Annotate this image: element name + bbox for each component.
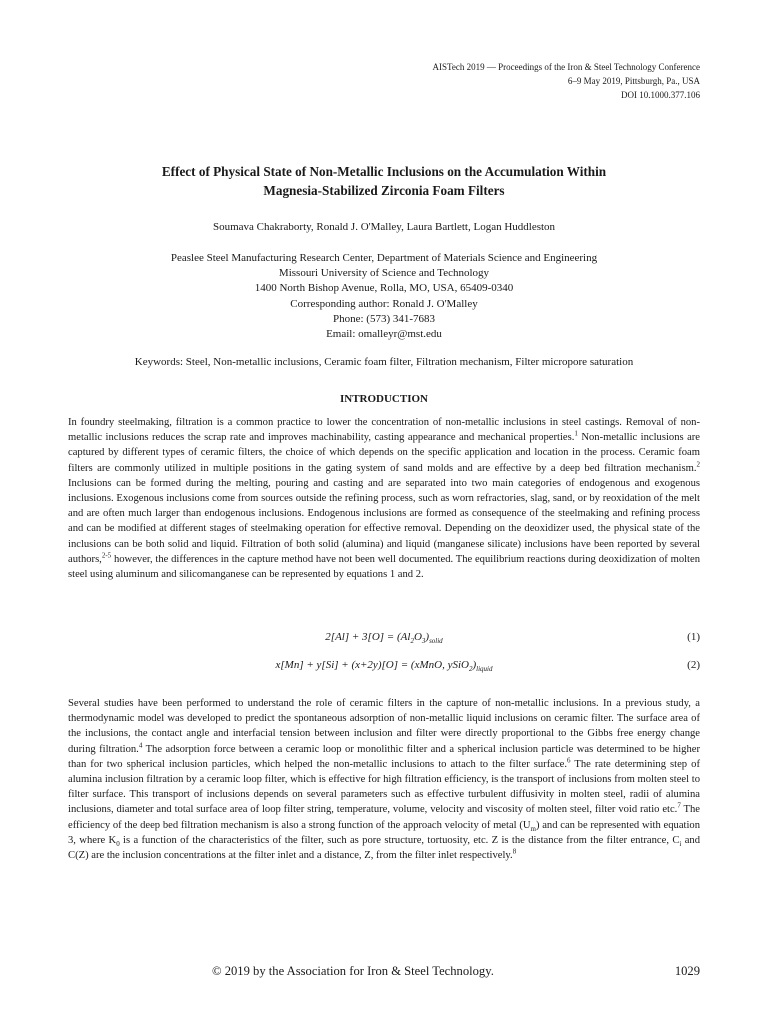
- equation-expression: [68, 659, 700, 673]
- eq-part: x[Mn] + y[Si] + (x+2y)[O] = (xMnO, ySiO: [275, 659, 469, 671]
- footer-copyright: © 2019 by the Association for Iron & Steel Technology.: [212, 964, 494, 978]
- corresponding-author: Corresponding author: Ronald J. O'Malley: [290, 297, 478, 310]
- citation-ref: 6: [567, 756, 571, 765]
- text-run: The rate determining step of alumina inclusion filtration by a ceramic loop filter, which is effective for high filtration efficiency, is the transport of inclusions from molten steel to filter surface. This transport of inclusions depends on several parameters such as effective turbulent diffusivity in molten steel, radii of alumina inclusions, diameter and total surface area of loop filter string, temperature, volume, velocity and viscosity of molten steel, filter void ratio etc.: [68, 758, 700, 816]
- paragraph-introduction-1: [68, 415, 700, 582]
- doi: DOI 10.1000.377.106: [621, 90, 700, 100]
- keywords: Keywords: Steel, Non-metallic inclusions, Ceramic foam filter, Filtration mechanism, Filter micropore saturation: [134, 356, 634, 368]
- citation-ref: 4: [138, 741, 143, 750]
- citation-ref: 2: [696, 460, 700, 469]
- equation-expression: [68, 631, 700, 645]
- phone: Phone: (573) 341-7683: [332, 312, 436, 325]
- running-header: [432, 60, 700, 102]
- citation-ref: 8: [512, 847, 517, 856]
- paragraph-introduction-2: [68, 696, 700, 863]
- affiliation-block: [60, 251, 708, 342]
- conference-dates: 6–9 May 2019, Pittsburgh, Pa., USA: [567, 76, 700, 86]
- text-run: however, the differences in the capture method have not been well documented. The equilibrium reactions during deoxidization of molten steel using aluminum and silicomanganese can be represented by equations 1 and 2.: [68, 553, 700, 581]
- author-list: Soumava Chakraborty, Ronald J. O'Malley, Laura Bartlett, Logan Huddleston: [212, 221, 556, 233]
- eq-sub: 2: [410, 637, 414, 646]
- title-line-1: Effect of Physical State of Non-Metallic Inclusions on the Accumulation Within: [161, 164, 607, 179]
- section-heading: INTRODUCTION: [339, 393, 428, 405]
- title-line-2: Magnesia-Stabilized Zirconia Foam Filters: [263, 183, 505, 198]
- eq-sub: solid: [429, 637, 443, 646]
- text-run: is a function of the characteristics of the filter, such as pore structure, tortuosity, etc. Z is the distance from the filter entrance, C: [119, 834, 680, 846]
- eq-sub: 2: [468, 665, 473, 674]
- subscript: i: [679, 839, 682, 848]
- citation-ref: 7: [677, 801, 681, 810]
- text-run: The adsorption force between a ceramic loop or monolithic filter and a spherical inclusion particle was determined to be higher than for two spherical inclusion particles, which helped the non-metallic inclusions to attach to the filter surface.: [68, 743, 700, 770]
- affiliation-department: Peaslee Steel Manufacturing Research Center, Department of Materials Science and Engineering: [170, 252, 598, 264]
- text-run: The efficiency of the deep bed filtration mechanism is also a strong function of the approach velocity of metal (U: [68, 804, 700, 831]
- affiliation-university: Missouri University of Science and Technology: [278, 267, 490, 280]
- text-run: Inclusions can be formed during the melting, pouring and casting and are separated into two main categories of endogenous and exogenous inclusions. Exogenous inclusions come from sources outside the refining process, such as worn refractories, slag, sand, or by reoxidation of the melt and are often much larger than endogenous inclusions. Endogenous inclusions are formed as consequence of the steelmaking and refining process and can be modified at different stages of steelmaking operation for effective removal. Depending on the deoxidizer used, the physical state of the inclusions can be both solid and liquid. Filtration of both solid (alumina) and liquid (manganese silicate) inclusions have been reported by several authors,: [68, 477, 700, 565]
- subscript: 0: [116, 839, 120, 848]
- affiliation-address: 1400 North Bishop Avenue, Rolla, MO, USA, 65409-0340: [254, 282, 514, 295]
- citation-ref: 2-5: [101, 551, 112, 560]
- text-run: In foundry steelmaking, filtration is a common practice to lower the concentration of non-metallic inclusions in steel castings. Removal of non-metallic inclusions reduces the scrap rate and improves machinability, casting appearance and mechanical properties.: [68, 417, 700, 444]
- paper-title: [60, 162, 708, 200]
- eq-part: O: [413, 631, 422, 643]
- email: Email: omalleyr@mst.edu: [326, 328, 442, 341]
- eq-part: ): [425, 631, 430, 643]
- text-run: and C(Z) are the inclusion concentrations at the filter inlet and a distance, Z, from the filter inlet respectively.: [68, 834, 700, 862]
- text-run: Non-metallic inclusions are captured by different types of ceramic filters, the choice of which depends on the specific application and location in the process. Ceramic foam filters are commonly utilized in multiple positions in the gating system of sand molds and are effective by a deep bed filtration mechanism.: [68, 432, 701, 474]
- conference-line: AISTech 2019 — Proceedings of the Iron & Steel Technology Conference: [432, 62, 700, 72]
- text-run: Several studies have been performed to understand the role of ceramic filters in the capture of non-metallic inclusions. In a previous study, a thermodynamic model was developed to predict the spontaneous adsorption of non-metallic liquid inclusions on ceramic filter. The surface area of the inclusions, the contact angle and interfacial tension between inclusion and filter were directly proportional to the Gibbs free energy change during filtration.: [68, 698, 700, 755]
- eq-sub: liquid: [476, 665, 493, 674]
- equation-number: (2): [687, 659, 700, 671]
- eq-part: ): [472, 659, 477, 671]
- equation-number: (1): [687, 631, 700, 643]
- text-run: ) and can be represented with equation 3, where K: [68, 819, 700, 846]
- page-number: 1029: [674, 964, 700, 978]
- subscript: m: [530, 824, 536, 833]
- eq-part: 2[Al] + 3[O] = (Al: [325, 631, 411, 643]
- citation-ref: 1: [574, 429, 578, 438]
- eq-sub: 3: [421, 637, 426, 646]
